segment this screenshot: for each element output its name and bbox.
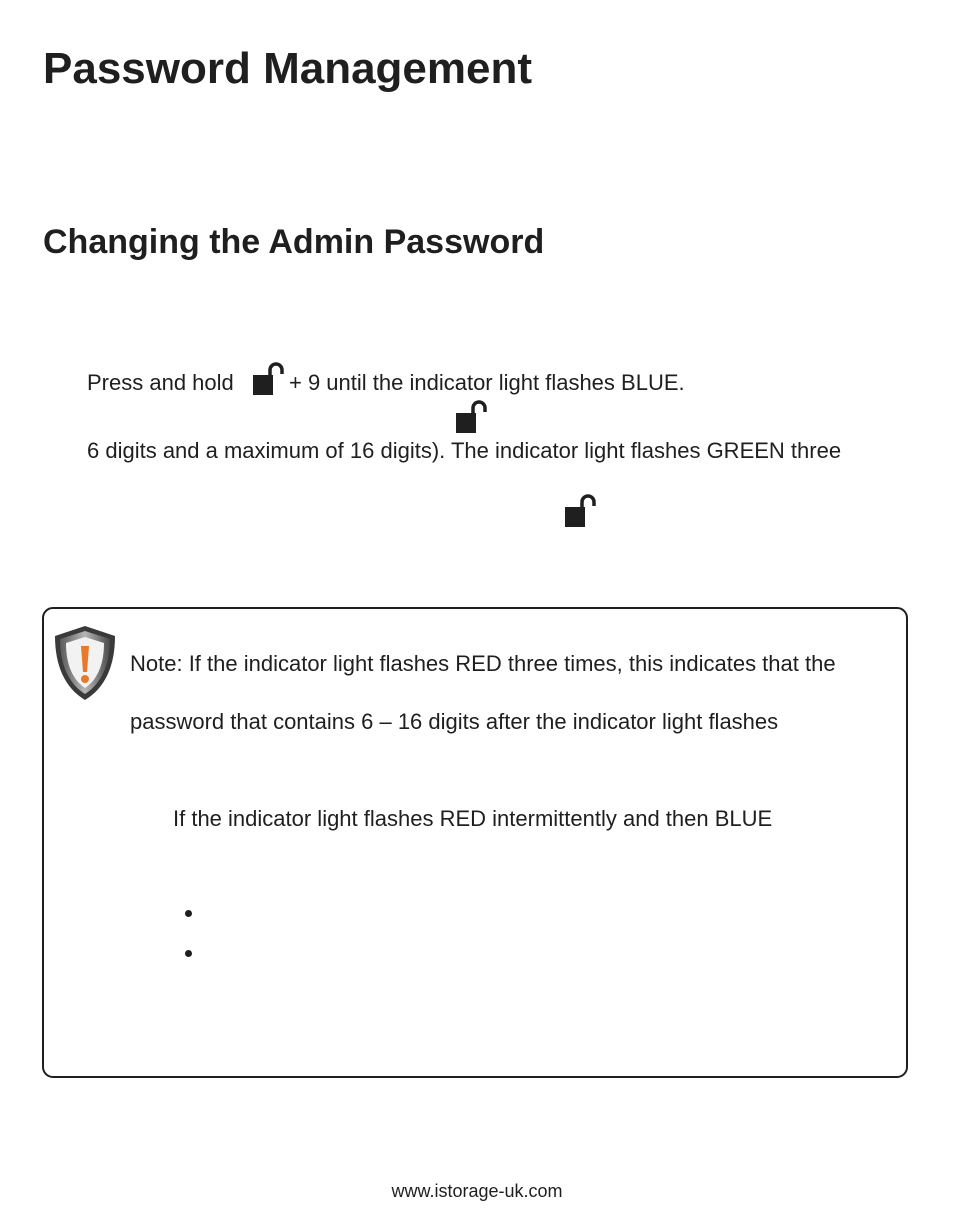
bullet-point [185, 950, 192, 957]
step-line-2: 6 digits and a maximum of 16 digits). The indicator light flashes GREEN three [87, 438, 842, 463]
note-line-3: If the indicator light flashes RED intermittently and then BLUE [173, 806, 773, 831]
warning-shield-icon [53, 624, 117, 702]
footer-url: www.istorage-uk.com [391, 1181, 563, 1201]
step-line-1-after: + 9 until the indicator light flashes BLUE. [289, 370, 685, 395]
unlock-icon [564, 494, 598, 530]
bullet-point [185, 910, 192, 917]
note-line-2: password that contains 6 – 16 digits after the indicator light flashes [130, 709, 779, 734]
note-line-1: Note: If the indicator light flashes RED three times, this indicates that the [130, 651, 836, 676]
unlock-icon [252, 362, 286, 398]
unlock-icon [455, 400, 489, 436]
section-title: Changing the Admin Password [43, 223, 545, 261]
step-line-1-before: Press and hold [87, 370, 234, 395]
step-line-1 [87, 369, 234, 397]
page-title: Password Management [43, 44, 533, 93]
